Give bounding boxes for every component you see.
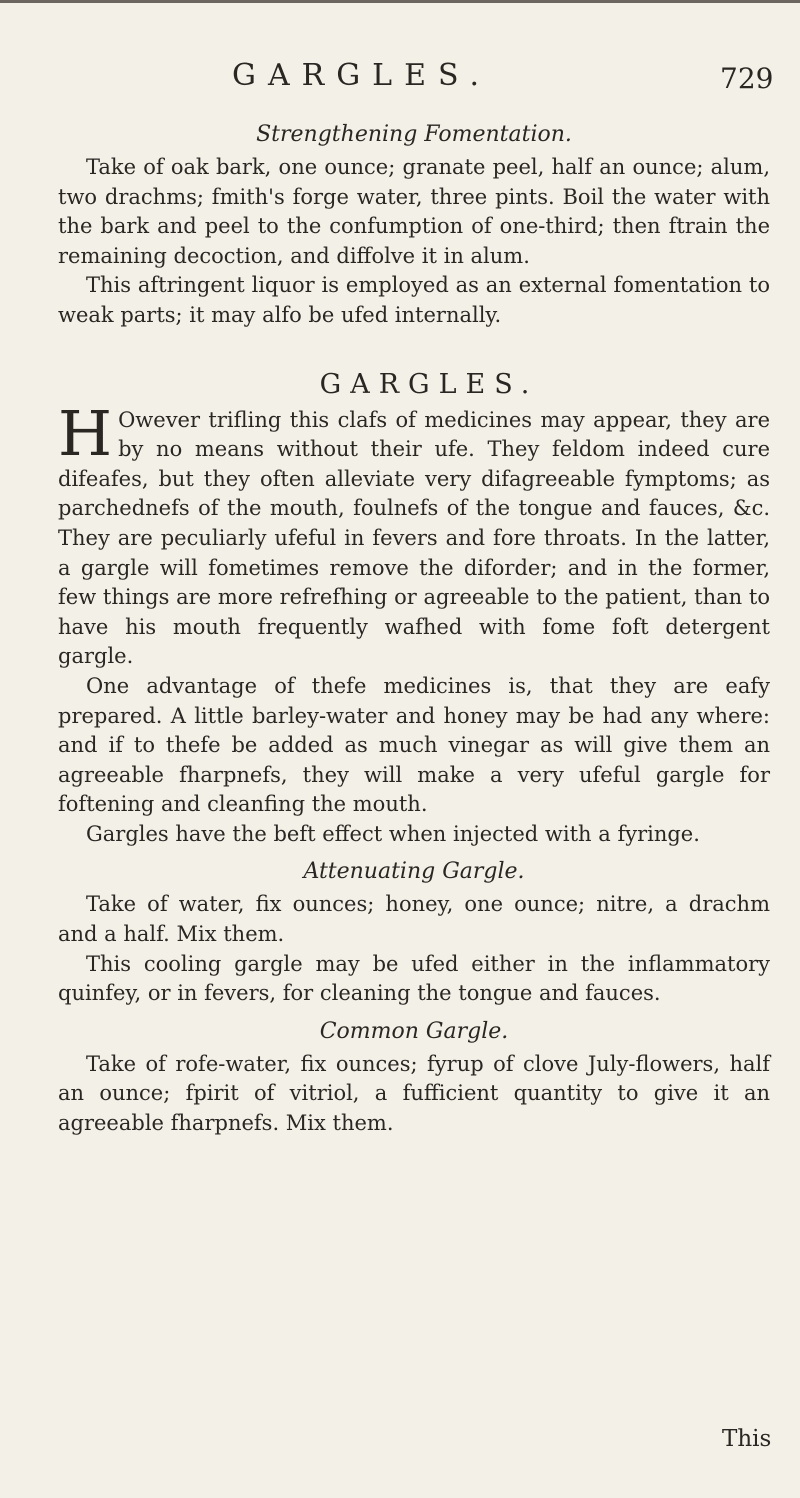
fomentation-subtitle: Strengthening Fomentation. (256, 122, 572, 147)
common-recipe: Take of rofe-water, fix ounces; fyrup of clove July-flowers, half an ounce; fpirit of vitriol, a fufficient quantity to give it an agreeable fharpnefs. Mix them. (58, 1051, 770, 1136)
catchword: This (722, 1426, 772, 1452)
attenuating-note: This cooling gargle may be ufed either in the inflammatory quinfey, or in fevers, for cleaning the tongue and fauces. (58, 951, 770, 1006)
page-body (58, 122, 770, 1139)
top-rule (0, 0, 800, 3)
attenuating-subtitle: Attenuating Gargle. (303, 859, 525, 885)
gargles-advantage: One advantage of thefe medicines is, that they are eafy prepared. A little barley-water and honey may be had any where: and if to thefe be added as much vinegar as will give them an agreeable fharpnefs, they will make a very ufeful gargle for foftening and cleanfing the mouth. (58, 673, 770, 817)
fomentation-note: This aftringent liquor is employed as an external fomentation to weak parts; it may alfo be ufed internally. (58, 273, 770, 327)
gargles-syringe: Gargles have the beft effect when injected with a fyringe. (86, 821, 700, 846)
gargles-intro-text: Owever trifling this clafs of medicines may appear, they are by no means without their ufe. They feldom indeed cure difeafes, but they often alleviate very difagreeable fymptoms; as parchednefs of the mouth, foulnefs of the tongue and fauces, &c. They are peculiarly ufeful in fevers and fore throats. In the latter, a gargle will fometimes remove the diforder; and in the former, few things are more refrefhing or agreeable to the patient, than to have his mouth frequently wafhed with fome foft detergent gargle. (58, 407, 770, 669)
running-head-title: GARGLES. (232, 58, 492, 93)
gargles-section-title: GARGLES. (319, 368, 539, 400)
common-subtitle: Common Gargle. (319, 1018, 509, 1044)
gargles-intro (58, 396, 770, 672)
drop-cap: H (58, 396, 113, 470)
attenuating-recipe: Take of water, fix ounces; honey, one ounce; nitre, a drachm and a half. Mix them. (58, 892, 770, 947)
page-number: 729 (720, 62, 774, 95)
fomentation-recipe: Take of oak bark, one ounce; granate peel, half an ounce; alum, two drachms; fmith's forge water, three pints. Boil the water with the bark and peel to the confumption of one-third; then ftrain the remaining decoction, and diffolve it in alum. (58, 155, 770, 268)
